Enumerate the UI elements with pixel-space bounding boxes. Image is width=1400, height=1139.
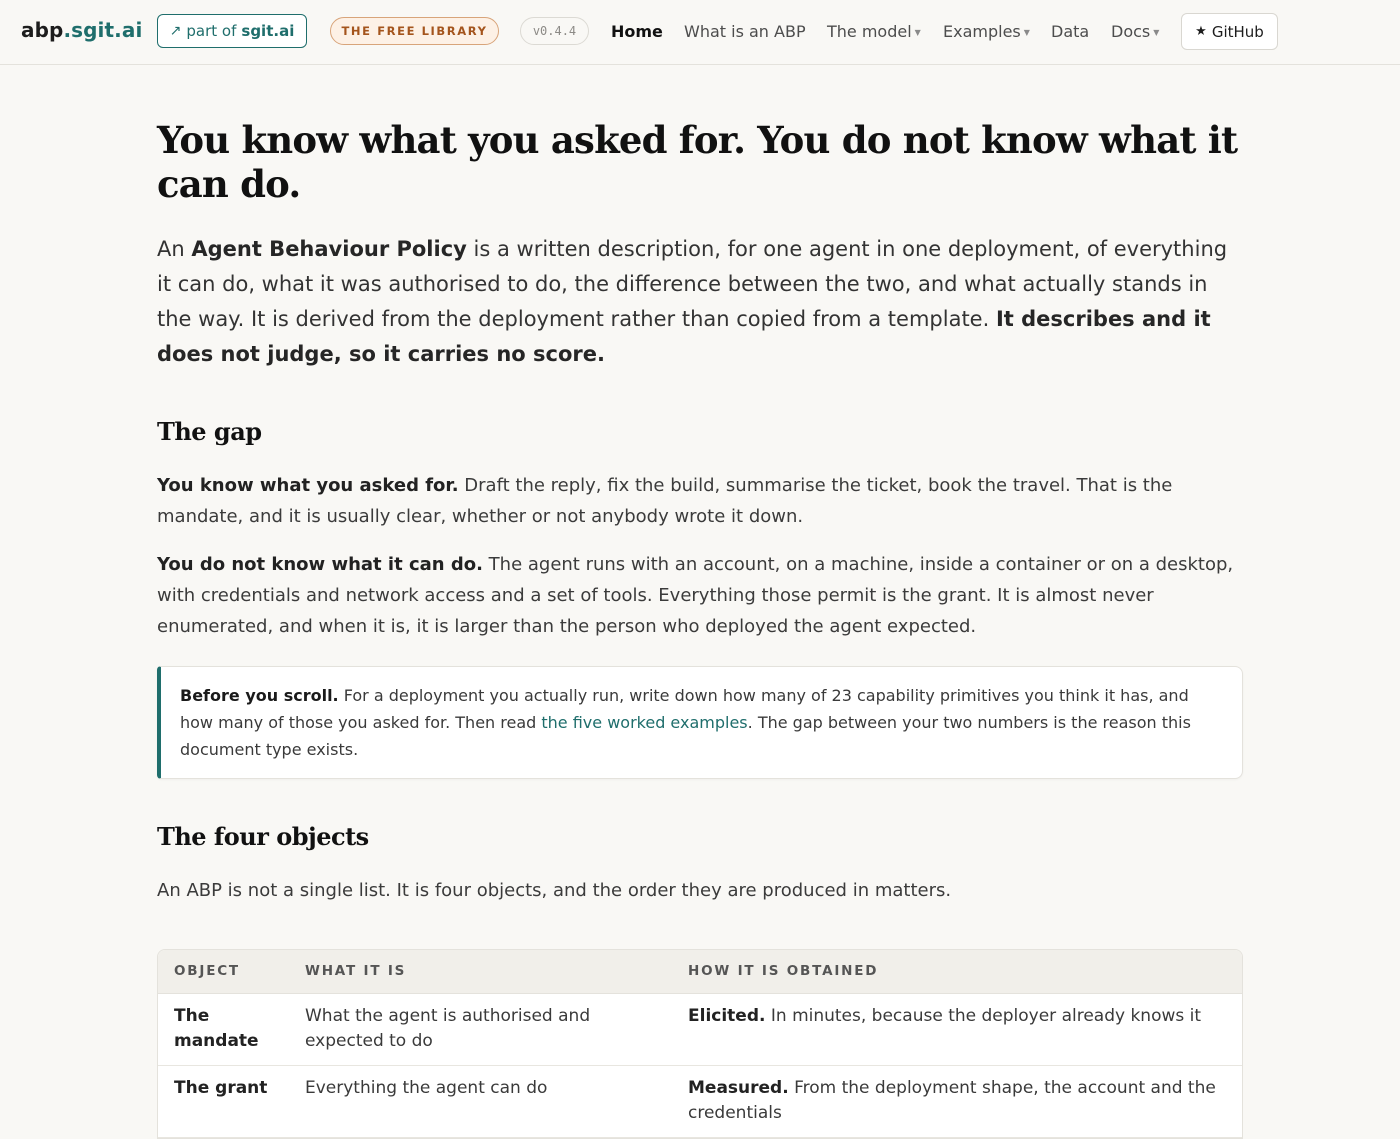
chevron-down-icon: ▼ [914, 28, 921, 37]
brand-suffix: .sgit.ai [63, 18, 143, 42]
cell-object: The mandate [158, 994, 289, 1066]
star-icon: ★ [1195, 24, 1207, 39]
cell-how [672, 994, 1242, 1066]
nav-data[interactable]: Data [1051, 22, 1090, 41]
gap-paragraph-mandate [157, 470, 1243, 532]
cell-what: What the agent is authorised and expected to do [289, 994, 672, 1066]
part-of-label: part of [186, 22, 237, 40]
nav-home[interactable]: Home [611, 22, 663, 41]
part-of-sgit-link[interactable] [157, 14, 307, 48]
table-header-row [158, 950, 1242, 994]
gap-paragraph-grant [157, 549, 1243, 642]
chevron-down-icon: ▼ [1153, 28, 1160, 37]
external-arrow-icon: ↗ [169, 23, 182, 39]
cell-how [672, 1066, 1242, 1138]
gap-p2-text: The agent runs with an account, on a machine, inside a container or on a desktop, with credentials and network access and a set of tools. Everything those permit is the grant. It is almost never enumerated, and when it is, it is larger than the person who deployed the agent expected. [157, 554, 1234, 637]
gap-p1-bold: You know what you asked for. [157, 475, 459, 496]
nav-what-is-abp[interactable]: What is an ABP [684, 22, 806, 41]
lede-text: is a written description, for one agent in one deployment, of everything it can do, what it was authorised to do, the difference between the two, and what actually stands in the way. It is derived from the deployment rather than copied from a template. [157, 237, 1228, 331]
lede-text: An [157, 237, 192, 261]
brand-prefix: abp [21, 18, 64, 42]
section-heading-four-objects: The four objects [157, 822, 369, 851]
callout-bold: Before you scroll. [180, 686, 339, 705]
table-row [158, 1066, 1242, 1138]
cell-how-bold: Measured. [688, 1078, 789, 1098]
column-header-how-obtained: HOW IT IS OBTAINED [672, 950, 1242, 994]
nav-docs-label: Docs [1111, 22, 1151, 41]
callout-text: . The gap between your two numbers is the reason this document type exists. [180, 713, 1191, 759]
worked-examples-link[interactable]: the five worked examples [541, 713, 748, 732]
column-header-what-it-is: WHAT IT IS [289, 950, 672, 994]
four-objects-table [157, 949, 1243, 1139]
column-header-object: OBJECT [158, 950, 289, 994]
site-logo[interactable] [21, 18, 142, 42]
lede-paragraph [157, 232, 1243, 372]
github-label: GitHub [1211, 22, 1264, 41]
four-objects-intro: An ABP is not a single list. It is four objects, and the order they are produced in matters. [157, 880, 952, 901]
cell-object: The grant [158, 1066, 289, 1138]
section-heading-gap: The gap [157, 417, 262, 446]
gap-p2-bold: You do not know what it can do. [157, 554, 483, 575]
before-you-scroll-callout [157, 666, 1243, 779]
cell-how-text: From the deployment shape, the account and the credentials [688, 1078, 1216, 1123]
main-content [157, 65, 1243, 1139]
nav-examples[interactable] [943, 22, 1030, 41]
lede-term: Agent Behaviour Policy [191, 237, 467, 261]
gap-p1-text: Draft the reply, fix the build, summarise the ticket, book the travel. That is the mandate, and it is usually clear, whether or not anybody wrote it down. [157, 475, 1173, 527]
nav-the-model-label: The model [827, 22, 912, 41]
cell-how-bold: Elicited. [688, 1006, 766, 1026]
cell-what: Everything the agent can do [289, 1066, 672, 1138]
callout-text: For a deployment you actually run, write down how many of 23 capability primitives you think it has, and how many of those you asked for. Then read [180, 686, 1189, 732]
nav-docs[interactable] [1111, 22, 1159, 41]
github-button[interactable] [1181, 13, 1278, 50]
nav-the-model[interactable] [827, 22, 921, 41]
version-badge: v0.4.4 [520, 17, 589, 45]
page-title: You know what you asked for. You do not know what it can do. [157, 118, 1238, 206]
cell-how-text: In minutes, because the deployer already knows it [765, 1006, 1202, 1026]
part-of-site: sgit.ai [241, 22, 295, 40]
free-library-badge: THE FREE LIBRARY [330, 17, 499, 45]
lede-emphasis: It describes and it does not judge, so it carries no score. [157, 307, 1211, 366]
table-row [158, 994, 1242, 1066]
chevron-down-icon: ▼ [1023, 28, 1030, 37]
top-navigation-bar [0, 0, 1400, 65]
nav-examples-label: Examples [943, 22, 1021, 41]
